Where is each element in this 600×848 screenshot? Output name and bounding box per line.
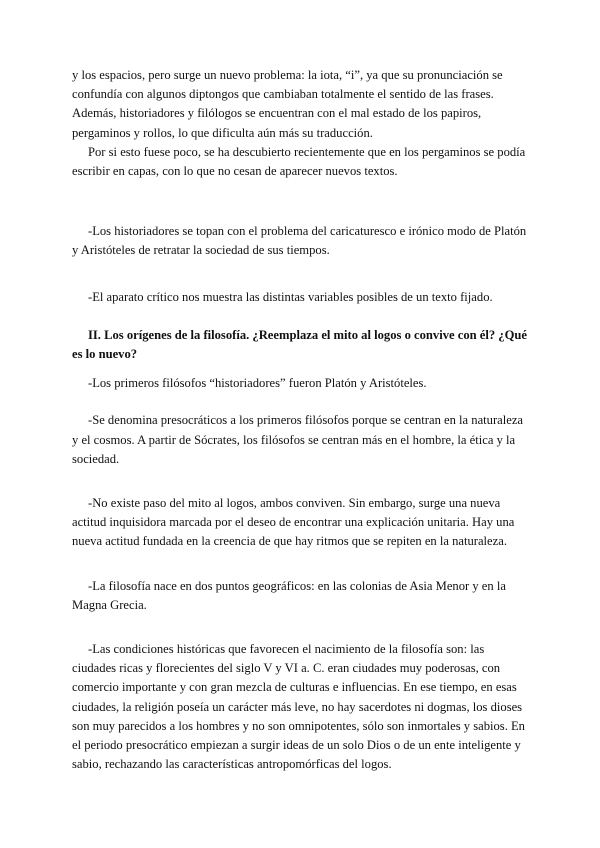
section-heading: II. Los orígenes de la filosofía. ¿Reemplaza el mito al logos o convive con él? ¿Qué es lo nuevo? bbox=[72, 327, 527, 362]
paragraph-historians-caricature: -Los historiadores se topan con el problema del caricaturesco e irónico modo de Platón y Aristóteles de retratar la sociedad de sus tiempos. bbox=[72, 224, 527, 258]
paragraph-presocratics: -Se denomina presocráticos a los primeros filósofos porque se centran en la naturaleza y el cosmos. A partir de Sócrates, los filósofos se centran más en el hombre, la ética y la sociedad. bbox=[72, 413, 524, 466]
paragraph-first-historians: -Los primeros filósofos “historiadores” fueron Platón y Aristóteles. bbox=[88, 376, 427, 391]
document-page bbox=[72, 66, 528, 774]
paragraph-critical-apparatus: -El aparato crítico nos muestra las distintas variables posibles de un texto fijado. bbox=[88, 289, 493, 304]
paragraph-continuation: y los espacios, pero surge un nuevo problema: la iota, “i”, ya que su pronunciación se confundía con algunos diptongos que cambiaban totalmente el sentido de las frases. Además, historiadores y filólogos se encuentran con el mal estado de los papiros, pergaminos y rollos, lo que dificulta aún más su traducción. bbox=[72, 68, 503, 140]
paragraph-myth-logos: -No existe paso del mito al logos, ambos conviven. Sin embargo, surge una nueva actitud inquisidora marcada por el deseo de encontrar una explicación unitaria. Hay una nueva actitud fundada en la creencia de que hay ritmos que se repiten en la naturaleza. bbox=[72, 496, 515, 549]
paragraph-historical-conditions: -Las condiciones históricas que favorecen el nacimiento de la filosofía son: las ciudades ricas y florecientes del siglo V y VI a. C. eran ciudades muy poderosas, con comercio importante y con gran mezcla de culturas e influencias. En ese tiempo, en esas ciudades, la religión poseía un carácter más leve, no hay sacerdotes ni dogmas, los dioses son muy parecidos a los hombres y no son omnipotentes, sólo son inmortales y sabios. En el periodo presocrático empiezan a surgir ideas de un solo Dios o de un ente inteligente y sabio, rechazando las características antropomórficas del logos. bbox=[72, 642, 525, 772]
paragraph-geographic-origins: -La filosofía nace en dos puntos geográficos: en las colonias de Asia Menor y en la Magna Grecia. bbox=[72, 578, 506, 612]
paragraph-parchment-layers: Por si esto fuese poco, se ha descubierto recientemente que en los pergaminos se podía escribir en capas, con lo que no cesan de aparecer nuevos textos. bbox=[72, 144, 526, 179]
